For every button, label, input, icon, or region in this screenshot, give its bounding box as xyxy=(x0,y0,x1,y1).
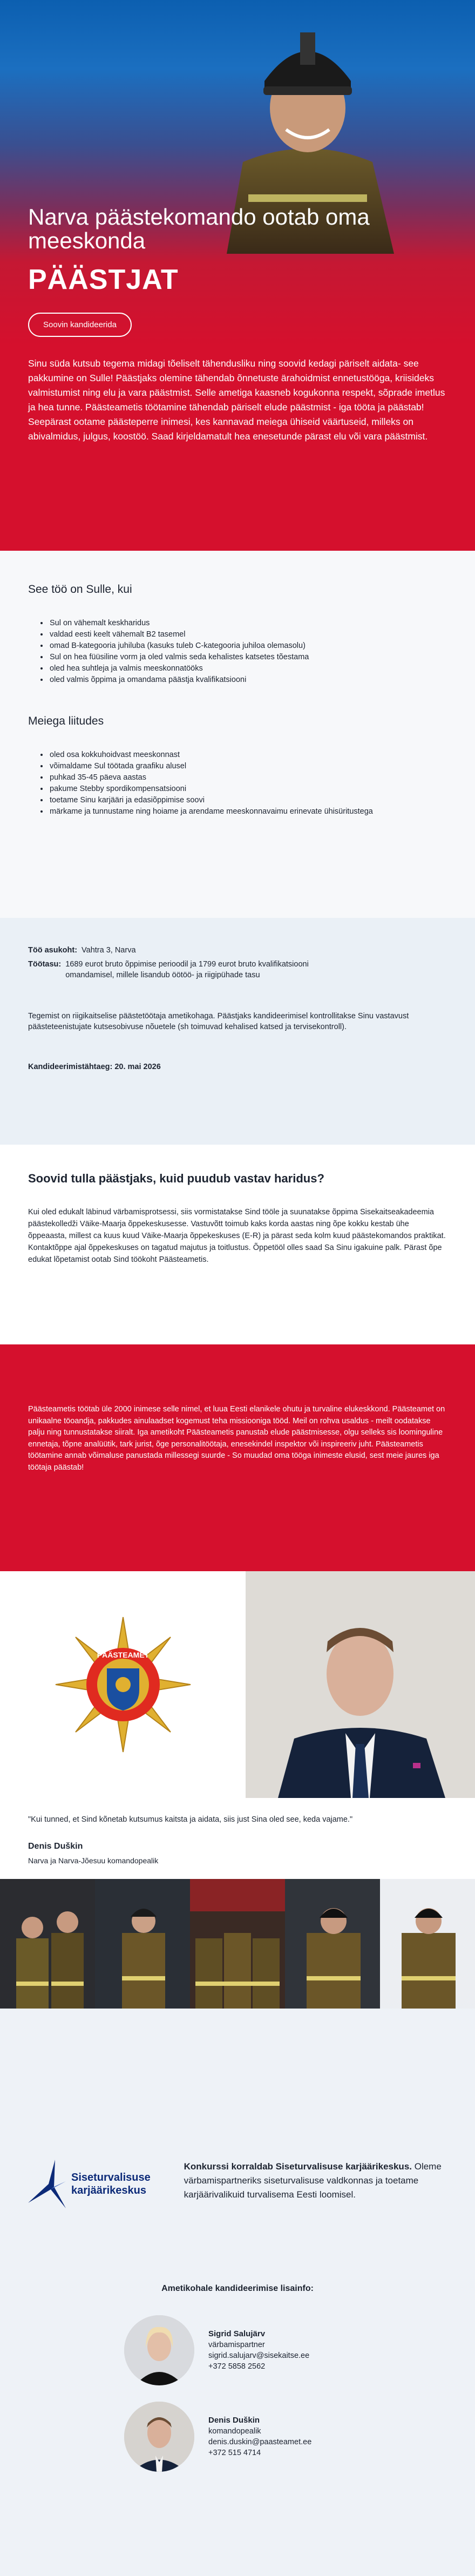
benefits-list xyxy=(28,749,447,817)
apply-button[interactable]: Soovin kandideerida xyxy=(28,313,132,337)
logo-text: PÄÄSTEAMET xyxy=(97,1651,149,1659)
list-item: • Sul on hea füüsiline vorm ja oled valmis seda kehalistes katsetes tõestama xyxy=(49,652,447,663)
partner-description xyxy=(168,2160,447,2202)
list-item: • võimaldame Sul töötada graafiku alusel xyxy=(49,761,447,772)
salary-value: 1689 eurot bruto õppimise perioodil ja 1799 eurot bruto kvalifikatsiooni omandamisel, millele lisandub öötöö- ja riigipühade tasu xyxy=(65,960,309,979)
contact-role: komandopealik xyxy=(208,2427,261,2436)
list-item: • toetame Sinu karjääri ja edasiõppimise soovi xyxy=(49,795,447,806)
quote-author: Denis Duškin xyxy=(28,1842,83,1851)
contact-card xyxy=(124,2402,405,2472)
hero-title: Narva päästekomando ootab oma meeskonda xyxy=(28,204,370,253)
hero-job-title: PÄÄSTJAT xyxy=(28,264,179,295)
contact-email[interactable]: denis.duskin@paasteamet.ee xyxy=(208,2438,312,2446)
contact-name: Denis Duškin xyxy=(208,2416,260,2425)
contact-phone[interactable]: +372 5858 2562 xyxy=(208,2362,266,2371)
about-section xyxy=(0,1344,475,1571)
contact-photo xyxy=(124,2315,194,2385)
contact-photo xyxy=(124,2402,194,2472)
spacer xyxy=(0,2009,475,2160)
rescue-star-icon xyxy=(50,1612,196,1757)
star-logo-icon xyxy=(28,2160,66,2208)
job-info-section xyxy=(0,918,475,1145)
contact-role: värbamispartner xyxy=(208,2341,265,2349)
location-label: Töö asukoht: xyxy=(28,946,78,955)
intro-text: Sinu süda kutsub tegema midagi tõeliselt tähendusliku ning soovid kedagi päriselt aidata- see pakkumine on Sulle! Päästjaks olemine tähendab õnnetuste ärahoidmist ennetustööga, kriisideks valmistumist ning elu ja vara päästmist. Selle ametiga kaasneb kogukonna respekt, sõprade imetlus ja hea tunne. Päästeametis töötamine tähendab päriselt elude päästmist - iga tööta ja päästab! Seepärast ootame päästeperre inimesi, kes kannavad meiega ühiseid väärtuseid, milleks on abivalmidus, julgus, koostöö. Saad kirjeldamatult hea enesetunde pärast elu või vara päästmist. xyxy=(28,358,445,442)
requirements-title: See töö on Sulle, kui xyxy=(28,583,132,596)
intro-section xyxy=(0,346,475,551)
partner-desc-text: Oleme värbamispartneriks siseturvalisuse valdkonnas ja toetame karjäärivalikuid turvalisema Eesti loomisel. xyxy=(184,2161,442,2200)
location-value: Vahtra 3, Narva xyxy=(82,946,136,955)
application-deadline: Kandideerimistähtaeg: 20. mai 2026 xyxy=(28,1063,161,1071)
contacts-title: Ametikohale kandideerimise lisainfo: xyxy=(161,2284,314,2293)
quote-author-role: Narva ja Narva-Jõesuu komandopealik xyxy=(28,1856,159,1865)
job-note: Tegemist on riigikaitselise päästetöötaja ametikohaga. Päästjaks kandideerimisel kontrollitakse Sinu vastavust päästeteenistujate kutsesobivuse nõuetele (sh toimuvad kehalised katsed ja tervisekontroll). xyxy=(28,1012,409,1031)
gallery-photo xyxy=(0,1879,95,2009)
gallery-photo xyxy=(95,1879,190,2009)
education-title: Soovid tulla päästjaks, kuid puudub vastav haridus? xyxy=(28,1172,324,1185)
contact-phone[interactable]: +372 515 4714 xyxy=(208,2449,261,2457)
gallery-photo xyxy=(190,1879,285,2009)
list-item: • Sul on vähemalt keskharidus xyxy=(49,618,447,629)
logo-line-2: karjäärikeskus xyxy=(71,2185,147,2196)
logo-line-1: Siseturvalisuse xyxy=(71,2172,151,2183)
paasteamet-logo xyxy=(0,1571,246,1798)
salary-label: Töötasu: xyxy=(28,960,62,969)
about-text: Päästeametis töötab üle 2000 inimese selle nimel, et luua Eesti elanikele ohutu ja turvaline elukeskkond. Päästeamet on unikaalne töoandja, pakkudes ainulaadset kogemust teha missiooniga tööd. Meil on rohva usaldus - meilt oodatakse palju ning tunnustatakse siiralt. Iga ametikoht Päästeametis panustab elude päästmisesse, olgu selleks sis loominguline ennetaja, tõpne analüütik, tark jurist, õge personalitöötaja, enesekindel inspektor või inspireeriv juht. Päästeametis töötamine annab võimaluse panustada millessegi suurde - So muudad oma tööga inimeste elusid, sest meie jaures iga töötaja päästab! xyxy=(28,1405,445,1472)
list-item: • oled osa kokkuhoidvast meeskonnast xyxy=(49,749,447,761)
education-text: Kui oled edukalt läbinud värbamisprotsessi, siis vormistatakse Sind tööle ja suunatakse õppima Sisekaitseakadeemia päästekolledži Väike-Maarja õppekeskusesse. Vastuvõtt toimub kaks korda aastas ning õpe kokku kestab ühe õppeaasta, millest ca kuus kuud Väike-Maarja õppekeskuses (E-R) ja pärast seda kolm kuud päästekomandos praktikat. Kontaktõppe ajal õppekeskuses on tagatud majutus ja toitlustus. Õppetööl olles saad Sa Sinu igakuine palk. Pärast õpe edukat lõpetamist ootab Sind töökoht Päästeametis. xyxy=(28,1208,446,1264)
team-gallery xyxy=(0,1879,475,2009)
list-item: • märkame ja tunnustame ning hoiame ja arendame meeskonnavaimu erinevate ühisüritustega xyxy=(49,806,447,817)
list-item: • oled hea suhtleja ja valmis meeskonnatööks xyxy=(49,663,447,674)
quote-section xyxy=(0,1798,475,1879)
contacts-section xyxy=(0,2284,475,2576)
list-item: • puhkad 35-45 päeva aastas xyxy=(49,772,447,783)
requirements-list xyxy=(28,618,447,686)
list-item: • pakume Stebby spordikompensatsiooni xyxy=(49,783,447,795)
partner-desc-bold: Konkurssi korraldab Siseturvalisuse karjäärikeskus. xyxy=(184,2161,412,2172)
commander-portrait xyxy=(246,1571,475,1798)
gallery-photo xyxy=(285,1879,380,2009)
photo-row xyxy=(0,1571,475,1798)
contact-email[interactable]: sigrid.salujarv@sisekaitse.ee xyxy=(208,2351,310,2360)
hero-section xyxy=(0,0,475,346)
karjaarikeskus-logo xyxy=(28,2160,168,2208)
requirements-section xyxy=(0,551,475,918)
partner-section xyxy=(0,2160,475,2284)
education-section xyxy=(0,1145,475,1344)
benefits-title: Meiega liitudes xyxy=(28,715,104,727)
list-item: • valdad eesti keelt vähemalt B2 tasemel xyxy=(49,629,447,640)
gallery-photo xyxy=(380,1879,475,2009)
quote-text: "Kui tunned, et Sind kõnetab kutsumus kaitsta ja aidata, siis just Sina oled see, keda vajame." xyxy=(28,1815,353,1824)
list-item: • oled valmis õppima ja omandama päästja kvalifikatsiooni xyxy=(49,674,447,686)
contact-name: Sigrid Salujärv xyxy=(208,2329,266,2338)
contact-card xyxy=(124,2315,405,2385)
list-item: • omad B-kategooria juhiluba (kasuks tuleb C-kategooria juhiloa olemasolu) xyxy=(49,640,447,652)
